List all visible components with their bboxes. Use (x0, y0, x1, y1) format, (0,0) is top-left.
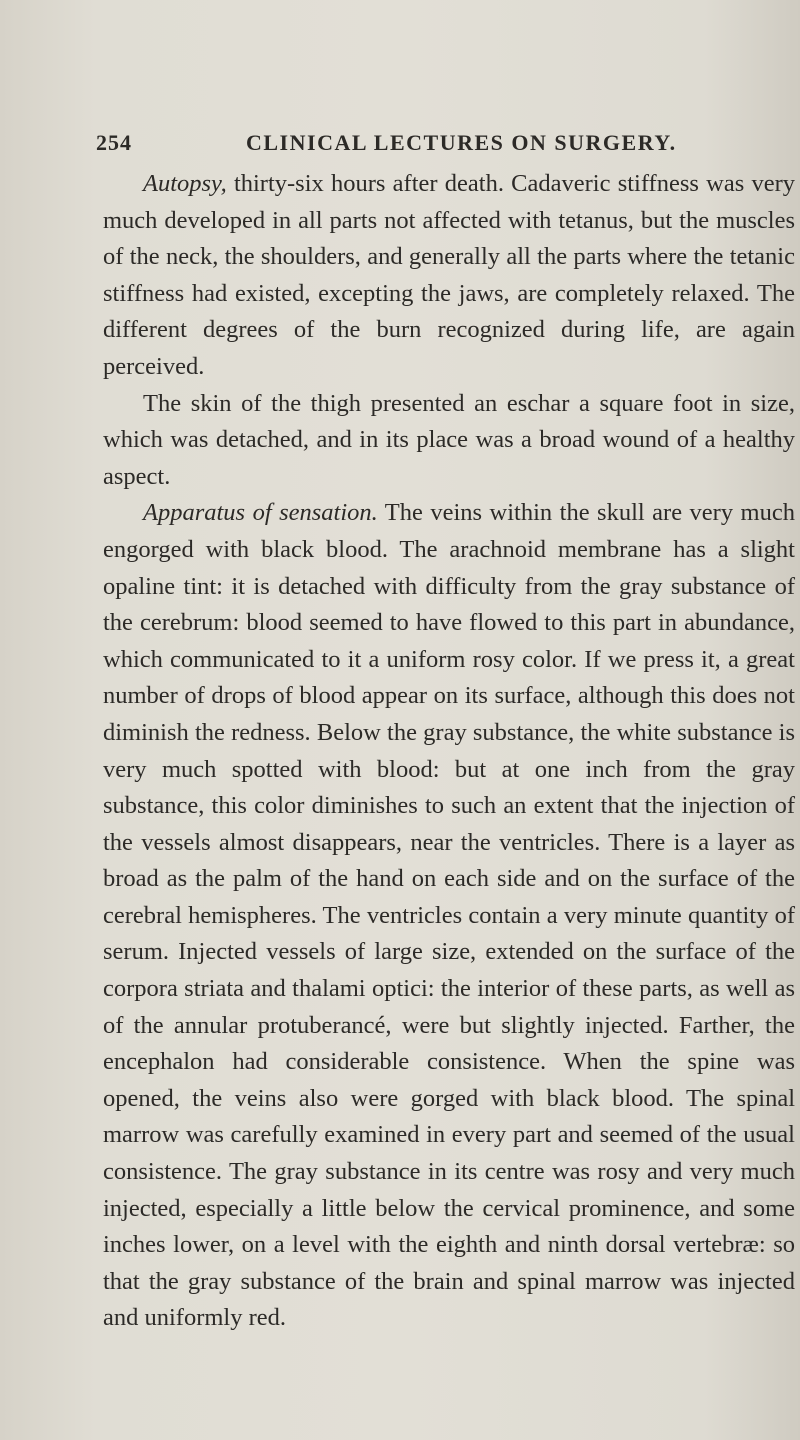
paragraph-lead: Autopsy, (143, 170, 227, 197)
running-head (96, 130, 760, 160)
paragraph-text: The skin of the thigh presented an eschar a square foot in size, which was detached, and in its place was a broad wound of a healthy aspect. (103, 389, 795, 490)
paragraph-text: The veins within the skull are very much engorged with black blood. The arachnoid membrane has a slight opaline tint: it is detached with difficulty from the gray substance of the cerebrum: blood seemed to have flowed to this part in abundance, which communicated to it a uniform rosy color. If we press it, a great number of drops of blood appear on its surface, although this does not diminish the redness. Below the gray substance, the white substance is very much spotted with blood: but at one inch from the gray substance, this color diminishes to such an extent that the injection of the vessels almost disappears, near the ventricles. There is a layer as broad as the palm of the hand on each side and on the surface of the cerebral hemispheres. The ventricles contain a very minute quantity of serum. Injected vessels of large size, extended on the surface of the corpora striata and thalami optici: the interior of these parts, as well as of the annular protuberancé, were but slightly injected. Farther, the encephalon had considerable consistence. When the spine was opened, the veins also were gorged with black blood. The spinal marrow was carefully examined in every part and seemed of the usual consistence. The gray substance in its centre was rosy and very much injected, especially a little below the cervical prominence, and some inches lower, on a level with the eighth and ninth dorsal vertebræ: so that the gray substance of the brain and spinal marrow was injected and uniformly red. (103, 499, 795, 1332)
paragraph-skin (103, 386, 795, 496)
paragraph-apparatus (103, 495, 795, 1337)
page-number: 254 (96, 130, 132, 155)
body-text (103, 166, 795, 1337)
paragraph-text: thirty-six hours after death. Cadaveric stiffness was very much developed in all parts not affected with tetanus, but the muscles of the neck, the shoulders, and generally all the parts where the tetanic stiffness had existed, excepting the jaws, are completely relaxed. The different degrees of the burn recognized during life, are again perceived. (103, 170, 795, 380)
paragraph-autopsy (103, 166, 795, 386)
paragraph-lead: Apparatus of sensation. (143, 499, 378, 527)
running-title: CLINICAL LECTURES ON SURGERY. (246, 130, 677, 155)
